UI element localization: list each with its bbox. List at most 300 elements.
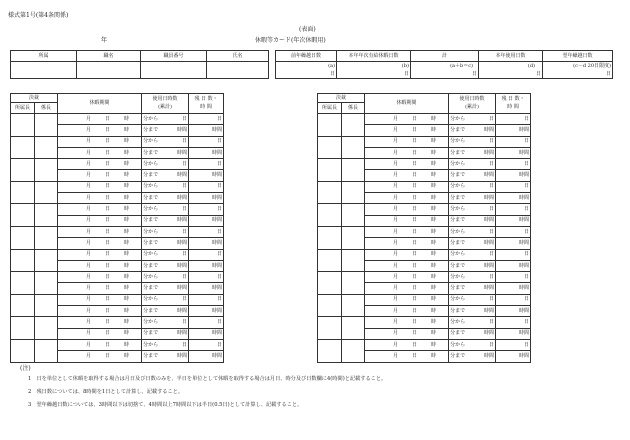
hour-label: 時 — [431, 126, 437, 133]
remain-hour-cell[interactable]: 時間 — [189, 306, 224, 317]
remain-day-cell[interactable]: 日 — [496, 114, 531, 125]
period-to-cell[interactable] — [58, 283, 159, 294]
month-label: 月 — [86, 318, 92, 325]
remain-hour-cell[interactable]: 時間 — [496, 215, 531, 226]
day-label: 日 — [105, 330, 111, 337]
month-label: 月 — [86, 206, 92, 213]
used-day-cell[interactable]: 日 — [449, 249, 496, 260]
remain-header-line2: 時 間 — [200, 104, 212, 110]
unit-day: 日 — [535, 71, 541, 77]
remain-day-cell[interactable]: 日 — [496, 159, 531, 170]
department-field[interactable] — [11, 62, 77, 79]
day-label: 日 — [105, 262, 111, 269]
table-row — [11, 181, 224, 192]
stamp-chief-cell[interactable] — [35, 136, 58, 159]
table-row — [11, 136, 224, 147]
used-hour-cell[interactable]: 時間 — [142, 238, 189, 249]
unit-day: 日 — [329, 71, 335, 77]
summary-cell-annual[interactable] — [337, 62, 411, 79]
period-to-cell[interactable] — [365, 125, 466, 136]
remain-hour-cell[interactable]: 時間 — [496, 170, 531, 181]
remain-hour-cell[interactable]: 時間 — [189, 238, 224, 249]
remain-hour-cell[interactable]: 時間 — [189, 351, 224, 362]
used-day-cell[interactable]: 日 — [449, 272, 496, 283]
stamp-chief-cell[interactable] — [35, 181, 58, 204]
day-label: 日 — [105, 115, 111, 122]
to-label: 分まで — [143, 126, 159, 133]
to-label: 分まで — [450, 172, 466, 179]
period-from-cell[interactable] — [365, 136, 466, 147]
used-day-cell[interactable]: 日 — [142, 159, 189, 170]
remain-day-cell[interactable]: 日 — [496, 226, 531, 237]
used-hour-cell[interactable]: 時間 — [449, 170, 496, 181]
remain-day-cell[interactable]: 日 — [496, 294, 531, 305]
period-to-cell[interactable] — [365, 238, 466, 249]
remain-hour-cell[interactable]: 時間 — [496, 351, 531, 362]
stamp-head-cell[interactable] — [318, 159, 342, 182]
hour-label: 時 — [431, 251, 437, 258]
stamp-head-cell[interactable] — [11, 317, 35, 340]
stamp-chief-cell[interactable] — [342, 136, 365, 159]
period-from-cell[interactable] — [58, 136, 159, 147]
month-label: 月 — [86, 228, 92, 235]
month-label: 月 — [393, 160, 399, 167]
remain-day-cell[interactable]: 日 — [189, 114, 224, 125]
table-row — [318, 181, 531, 192]
stamp-head-cell[interactable] — [318, 226, 342, 249]
remain-hour-cell[interactable]: 時間 — [496, 306, 531, 317]
used-day-cell[interactable]: 日 — [142, 249, 189, 260]
used-day-cell[interactable]: 日 — [449, 226, 496, 237]
period-to-cell[interactable] — [365, 170, 466, 181]
day-label: 日 — [105, 341, 111, 348]
period-to-cell[interactable] — [58, 170, 159, 181]
stamp-head-cell[interactable] — [318, 204, 342, 227]
remain-hour-cell[interactable]: 時間 — [496, 238, 531, 249]
table-row — [318, 226, 531, 237]
period-to-cell[interactable] — [365, 306, 466, 317]
hour-label: 時 — [431, 352, 437, 359]
period-to-cell[interactable] — [58, 215, 159, 226]
from-label: 分から — [143, 160, 159, 167]
table-row — [318, 114, 531, 125]
remain-hour-cell[interactable]: 時間 — [189, 283, 224, 294]
stamp-head-cell[interactable] — [318, 317, 342, 340]
stamp-head-cell[interactable] — [11, 114, 35, 137]
hour-label: 時 — [124, 172, 130, 179]
period-from-cell[interactable] — [58, 204, 159, 215]
period-from-cell[interactable] — [365, 159, 466, 170]
hour-label: 時 — [431, 217, 437, 224]
day-label: 日 — [412, 138, 418, 145]
used-day-cell[interactable]: 日 — [449, 294, 496, 305]
page-side: (表面) — [299, 26, 316, 33]
period-from-cell[interactable] — [58, 294, 159, 305]
to-label: 分まで — [143, 307, 159, 314]
period-to-cell[interactable] — [58, 328, 159, 339]
period-from-cell[interactable] — [365, 226, 466, 237]
remain-hour-cell[interactable]: 時間 — [189, 260, 224, 271]
used-day-cell[interactable]: 日 — [142, 181, 189, 192]
month-label: 月 — [86, 239, 92, 246]
from-label: 分から — [450, 183, 466, 190]
used-day-cell[interactable]: 日 — [142, 226, 189, 237]
used-hour-cell[interactable]: 時間 — [449, 260, 496, 271]
remain-day-cell[interactable]: 日 — [496, 181, 531, 192]
period-to-cell[interactable] — [365, 351, 466, 362]
hour-label: 時 — [431, 285, 437, 292]
month-label: 月 — [393, 296, 399, 303]
hour-label: 時 — [431, 341, 437, 348]
hour-label: 時 — [124, 183, 130, 190]
remain-hour-cell[interactable]: 時間 — [189, 125, 224, 136]
stamp-head-cell[interactable] — [11, 136, 35, 159]
period-from-cell[interactable] — [365, 204, 466, 215]
day-label: 日 — [105, 228, 111, 235]
used-hour-cell[interactable]: 時間 — [142, 147, 189, 158]
from-label: 分から — [143, 273, 159, 280]
period-from-cell[interactable] — [58, 317, 159, 328]
day-label: 日 — [105, 126, 111, 133]
code-c: (a＋b＝c) — [450, 63, 473, 69]
remain-day-cell[interactable]: 日 — [189, 272, 224, 283]
remain-day-cell[interactable]: 日 — [496, 317, 531, 328]
used-day-cell[interactable]: 日 — [449, 339, 496, 350]
remain-day-cell[interactable]: 日 — [189, 317, 224, 328]
month-label: 月 — [393, 183, 399, 190]
month-label: 月 — [86, 262, 92, 269]
used-hour-cell[interactable]: 時間 — [449, 125, 496, 136]
staff-number-field[interactable] — [141, 62, 207, 79]
day-label: 日 — [412, 330, 418, 337]
form-label: 様式第1号(第4条関係) — [8, 12, 69, 19]
used-day-cell[interactable]: 日 — [449, 114, 496, 125]
period-from-cell[interactable] — [365, 114, 466, 125]
month-label: 月 — [393, 318, 399, 325]
stamp-chief-cell[interactable] — [342, 272, 365, 295]
used-hour-cell[interactable]: 時間 — [449, 306, 496, 317]
month-label: 月 — [393, 352, 399, 359]
remain-day-cell[interactable]: 日 — [189, 294, 224, 305]
used-header-line2: (累計) — [158, 104, 172, 110]
stamp-chief-cell[interactable] — [35, 114, 58, 137]
position-field[interactable] — [77, 62, 141, 79]
remain-hour-cell[interactable]: 時間 — [496, 260, 531, 271]
table-row — [11, 204, 224, 215]
period-to-cell[interactable] — [58, 193, 159, 204]
hour-label: 時 — [431, 194, 437, 201]
notes-title: (注) — [20, 365, 31, 372]
stamp-head-cell[interactable] — [11, 181, 35, 204]
stamp-chief-cell[interactable] — [35, 249, 58, 272]
month-label: 月 — [86, 285, 92, 292]
month-label: 月 — [86, 172, 92, 179]
summary-header-used: 本年使用日数 — [479, 51, 543, 62]
stamp-chief-cell[interactable] — [35, 272, 58, 295]
day-label: 日 — [412, 352, 418, 359]
from-label: 分から — [450, 115, 466, 122]
period-from-cell[interactable] — [58, 159, 159, 170]
remain-day-cell[interactable]: 日 — [189, 159, 224, 170]
hour-label: 時 — [431, 307, 437, 314]
used-day-cell[interactable]: 日 — [449, 181, 496, 192]
used-hour-cell[interactable]: 時間 — [449, 351, 496, 362]
used-header — [449, 94, 496, 114]
stamp-chief-cell[interactable] — [35, 317, 58, 340]
stamp-chief-cell[interactable] — [35, 339, 58, 362]
month-label: 月 — [86, 352, 92, 359]
header-department: 所属 — [11, 51, 77, 62]
stamp-head-cell[interactable] — [11, 226, 35, 249]
month-label: 月 — [86, 307, 92, 314]
stamp-chief-cell[interactable] — [342, 339, 365, 362]
day-label: 日 — [105, 251, 111, 258]
stamp-chief-cell[interactable] — [342, 226, 365, 249]
stamp-chief-cell[interactable] — [35, 226, 58, 249]
to-label: 分まで — [143, 330, 159, 337]
period-from-cell[interactable] — [58, 249, 159, 260]
used-day-cell[interactable]: 日 — [142, 339, 189, 350]
table-row — [11, 339, 224, 350]
stamp-chief-cell[interactable] — [35, 294, 58, 317]
hour-label: 時 — [431, 172, 437, 179]
month-label: 月 — [86, 341, 92, 348]
to-label: 分まで — [450, 330, 466, 337]
period-from-cell[interactable] — [58, 272, 159, 283]
period-from-cell[interactable] — [365, 181, 466, 192]
period-to-cell[interactable] — [365, 215, 466, 226]
period-to-cell[interactable] — [58, 351, 159, 362]
remain-hour-cell[interactable]: 時間 — [189, 328, 224, 339]
day-label: 日 — [412, 307, 418, 314]
used-day-cell[interactable]: 日 — [449, 136, 496, 147]
used-hour-cell[interactable]: 時間 — [449, 328, 496, 339]
remain-hour-cell[interactable]: 時間 — [189, 147, 224, 158]
remain-day-cell[interactable]: 日 — [189, 136, 224, 147]
unit-day: 日 — [403, 71, 409, 77]
used-day-cell[interactable]: 日 — [142, 114, 189, 125]
remain-hour-cell[interactable]: 時間 — [189, 215, 224, 226]
period-to-cell[interactable] — [365, 193, 466, 204]
stamp-head-cell[interactable] — [11, 339, 35, 362]
table-row — [11, 114, 224, 125]
period-from-cell[interactable] — [365, 249, 466, 260]
month-label: 月 — [393, 330, 399, 337]
period-to-cell[interactable] — [58, 238, 159, 249]
stamp-head-cell[interactable] — [318, 181, 342, 204]
remain-day-cell[interactable]: 日 — [189, 249, 224, 260]
approver-chief: 係長 — [35, 103, 58, 114]
name-field[interactable] — [207, 62, 269, 79]
remain-hour-cell[interactable]: 時間 — [496, 125, 531, 136]
stamp-chief-cell[interactable] — [342, 204, 365, 227]
used-hour-cell[interactable]: 時間 — [142, 351, 189, 362]
hour-label: 時 — [124, 262, 130, 269]
period-to-cell[interactable] — [365, 328, 466, 339]
remain-day-cell[interactable]: 日 — [189, 226, 224, 237]
used-hour-cell[interactable]: 時間 — [142, 260, 189, 271]
hour-label: 時 — [431, 206, 437, 213]
to-label: 分まで — [143, 262, 159, 269]
stamp-head-cell[interactable] — [11, 159, 35, 182]
summary-cell-total[interactable] — [411, 62, 479, 79]
stamp-chief-cell[interactable] — [342, 249, 365, 272]
stamp-head-cell[interactable] — [11, 294, 35, 317]
table-row — [11, 159, 224, 170]
day-label: 日 — [105, 138, 111, 145]
approval-header: 決裁 — [318, 94, 365, 103]
period-to-cell[interactable] — [58, 306, 159, 317]
stamp-head-cell[interactable] — [11, 204, 35, 227]
period-to-cell[interactable] — [365, 283, 466, 294]
month-label: 月 — [393, 217, 399, 224]
day-label: 日 — [412, 341, 418, 348]
remain-hour-cell[interactable]: 時間 — [496, 283, 531, 294]
period-from-cell[interactable] — [365, 317, 466, 328]
period-from-cell[interactable] — [58, 181, 159, 192]
period-from-cell[interactable] — [58, 339, 159, 350]
remain-day-cell[interactable]: 日 — [496, 204, 531, 215]
stamp-chief-cell[interactable] — [342, 294, 365, 317]
used-hour-cell[interactable]: 時間 — [449, 147, 496, 158]
stamp-chief-cell[interactable] — [342, 181, 365, 204]
period-to-cell[interactable] — [58, 147, 159, 158]
note-item: 1 日を単位として休暇を取得する場合は月日及び日数のみを、半日を単位として休暇を取得する場合は月日、時分及び日数欄に4(時間)と記載すること。 — [28, 376, 387, 382]
stamp-head-cell[interactable] — [318, 294, 342, 317]
used-hour-cell[interactable]: 時間 — [142, 193, 189, 204]
from-label: 分から — [450, 341, 466, 348]
code-next: (c－d 20日限度) — [573, 63, 611, 69]
period-to-cell[interactable] — [365, 147, 466, 158]
period-to-cell[interactable] — [365, 260, 466, 271]
used-day-cell[interactable]: 日 — [449, 204, 496, 215]
day-label: 日 — [105, 296, 111, 303]
period-to-cell[interactable] — [58, 260, 159, 271]
used-day-cell[interactable]: 日 — [449, 317, 496, 328]
hour-label: 時 — [431, 318, 437, 325]
hour-label: 時 — [124, 206, 130, 213]
month-label: 月 — [393, 149, 399, 156]
leave-summary-table — [275, 50, 613, 79]
used-day-cell[interactable]: 日 — [142, 317, 189, 328]
stamp-chief-cell[interactable] — [35, 159, 58, 182]
remain-day-cell[interactable]: 日 — [496, 249, 531, 260]
remain-day-cell[interactable]: 日 — [189, 204, 224, 215]
remain-day-cell[interactable]: 日 — [189, 339, 224, 350]
month-label: 月 — [393, 138, 399, 145]
month-label: 月 — [86, 194, 92, 201]
summary-header-next: 翌年繰越日数 — [543, 51, 613, 62]
month-label: 月 — [86, 251, 92, 258]
month-label: 月 — [393, 262, 399, 269]
used-day-cell[interactable]: 日 — [449, 159, 496, 170]
stamp-chief-cell[interactable] — [35, 204, 58, 227]
month-label: 月 — [86, 126, 92, 133]
stamp-head-cell[interactable] — [318, 249, 342, 272]
used-day-cell[interactable]: 日 — [142, 136, 189, 147]
remain-hour-cell[interactable]: 時間 — [496, 193, 531, 204]
stamp-head-cell[interactable] — [318, 272, 342, 295]
used-hour-cell[interactable]: 時間 — [142, 328, 189, 339]
to-label: 分まで — [450, 285, 466, 292]
remain-hour-cell[interactable]: 時間 — [496, 328, 531, 339]
remain-day-cell[interactable]: 日 — [496, 339, 531, 350]
used-hour-cell[interactable]: 時間 — [142, 283, 189, 294]
unit-day: 日 — [471, 71, 477, 77]
stamp-head-cell[interactable] — [11, 272, 35, 295]
stamp-chief-cell[interactable] — [342, 317, 365, 340]
hour-label: 時 — [124, 149, 130, 156]
used-hour-cell[interactable]: 時間 — [449, 238, 496, 249]
period-from-cell[interactable] — [365, 294, 466, 305]
from-label: 分から — [143, 115, 159, 122]
hour-label: 時 — [124, 194, 130, 201]
period-from-cell[interactable] — [365, 339, 466, 350]
period-to-cell[interactable] — [58, 125, 159, 136]
table-row — [11, 294, 224, 305]
remain-day-cell[interactable]: 日 — [496, 136, 531, 147]
from-label: 分から — [143, 183, 159, 190]
hour-label: 時 — [431, 138, 437, 145]
table-row — [318, 249, 531, 260]
from-label: 分から — [450, 160, 466, 167]
day-label: 日 — [412, 296, 418, 303]
summary-header-total: 計 — [411, 51, 479, 62]
hour-label: 時 — [431, 183, 437, 190]
to-label: 分まで — [143, 194, 159, 201]
to-label: 分まで — [450, 149, 466, 156]
remain-hour-cell[interactable]: 時間 — [189, 170, 224, 181]
used-day-cell[interactable]: 日 — [142, 272, 189, 283]
remain-day-cell[interactable]: 日 — [189, 181, 224, 192]
remain-hour-cell[interactable]: 時間 — [189, 193, 224, 204]
used-hour-cell[interactable]: 時間 — [449, 193, 496, 204]
period-from-cell[interactable] — [58, 226, 159, 237]
used-hour-cell[interactable]: 時間 — [142, 170, 189, 181]
approver-head: 所属長 — [11, 103, 35, 114]
stamp-head-cell[interactable] — [11, 249, 35, 272]
month-label: 月 — [393, 172, 399, 179]
period-from-cell[interactable] — [58, 114, 159, 125]
used-hour-cell[interactable]: 時間 — [142, 215, 189, 226]
used-day-cell[interactable]: 日 — [142, 294, 189, 305]
remain-day-cell[interactable]: 日 — [496, 272, 531, 283]
form-title: 休暇等カード(年次休暇用) — [255, 37, 326, 44]
used-hour-cell[interactable]: 時間 — [142, 306, 189, 317]
stamp-head-cell[interactable] — [318, 136, 342, 159]
day-label: 日 — [412, 285, 418, 292]
to-label: 分まで — [143, 149, 159, 156]
summary-cell-used[interactable] — [479, 62, 543, 79]
month-label: 月 — [393, 239, 399, 246]
summary-cell-next[interactable] — [543, 62, 613, 79]
to-label: 分まで — [450, 217, 466, 224]
stamp-head-cell[interactable] — [318, 114, 342, 137]
stamp-chief-cell[interactable] — [342, 114, 365, 137]
used-hour-cell[interactable]: 時間 — [142, 125, 189, 136]
stamp-head-cell[interactable] — [318, 339, 342, 362]
used-hour-cell[interactable]: 時間 — [449, 215, 496, 226]
period-from-cell[interactable] — [365, 272, 466, 283]
remain-hour-cell[interactable]: 時間 — [496, 147, 531, 158]
day-label: 日 — [412, 183, 418, 190]
summary-cell-carryover[interactable] — [276, 62, 337, 79]
hour-label: 時 — [431, 273, 437, 280]
stamp-chief-cell[interactable] — [342, 159, 365, 182]
used-hour-cell[interactable]: 時間 — [449, 283, 496, 294]
hour-label: 時 — [124, 115, 130, 122]
used-day-cell[interactable]: 日 — [142, 204, 189, 215]
